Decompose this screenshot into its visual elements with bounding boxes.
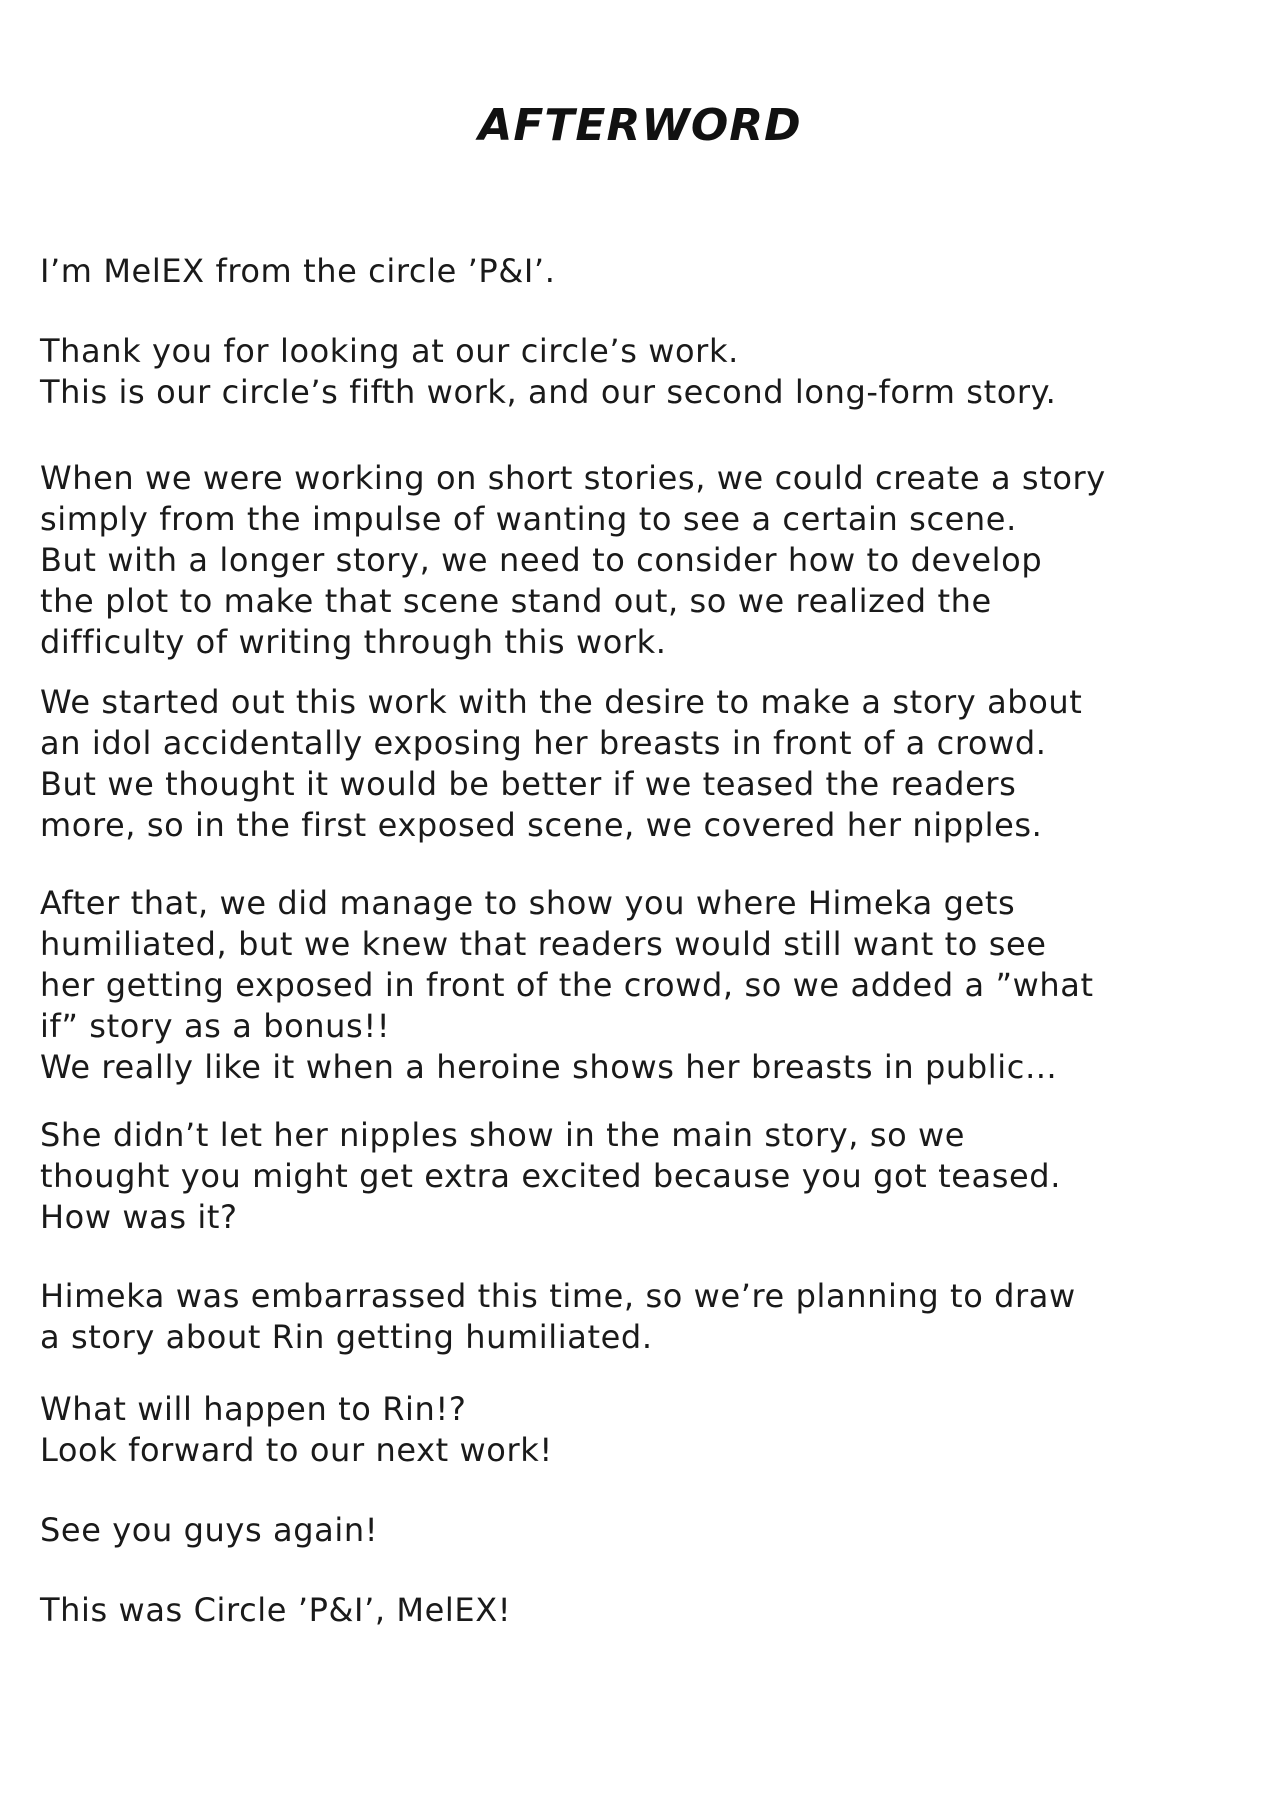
paragraph-thanks bbox=[40, 331, 1220, 413]
text-line: She didn’t let her nipples show in the main story, so we bbox=[40, 1116, 966, 1154]
paragraph-goodbye bbox=[40, 1510, 1220, 1551]
paragraph-main-story bbox=[40, 1115, 1220, 1238]
page-title: AFTERWORD bbox=[478, 100, 802, 151]
text-line: How was it? bbox=[40, 1198, 238, 1236]
paragraph-idol bbox=[40, 682, 1220, 846]
text-line: if” story as a bonus!! bbox=[40, 1007, 391, 1045]
text-line: thought you might get extra excited because you got teased. bbox=[40, 1157, 1061, 1195]
text-line: Look forward to our next work! bbox=[40, 1431, 553, 1469]
text-line: Thank you for looking at our circle’s work. bbox=[40, 332, 739, 370]
paragraph-intro bbox=[40, 251, 1220, 292]
text-line: When we were working on short stories, we could create a story bbox=[40, 459, 1106, 497]
text-line: What will happen to Rin!? bbox=[40, 1390, 467, 1428]
paragraph-next-plan bbox=[40, 1276, 1220, 1358]
text-line: Himeka was embarrassed this time, so we’re planning to draw bbox=[40, 1277, 1076, 1315]
paragraph-bonus bbox=[40, 883, 1220, 1088]
text-line: This is our circle’s fifth work, and our second long-form story. bbox=[40, 373, 1057, 411]
paragraph-rin bbox=[40, 1389, 1220, 1471]
text-line: I’m MelEX from the circle ’P&I’. bbox=[40, 252, 556, 290]
text-line: We started out this work with the desire to make a story about bbox=[40, 683, 1083, 721]
text-line: difficulty of writing through this work. bbox=[40, 623, 667, 661]
text-line: After that, we did manage to show you where Himeka gets bbox=[40, 884, 1016, 922]
text-line: But with a longer story, we need to consider how to develop bbox=[40, 541, 1043, 579]
paragraph-short-stories bbox=[40, 458, 1220, 663]
text-line: an idol accidentally exposing her breasts in front of a crowd. bbox=[40, 724, 1047, 762]
text-line: But we thought it would be better if we teased the readers bbox=[40, 765, 1017, 803]
text-line: the plot to make that scene stand out, so we realized the bbox=[40, 582, 992, 620]
text-line: This was Circle ’P&I’, MelEX! bbox=[40, 1591, 512, 1629]
text-line: humiliated, but we knew that readers would still want to see bbox=[40, 925, 1047, 963]
text-line: her getting exposed in front of the crowd, so we added a ”what bbox=[40, 966, 1094, 1004]
text-line: We really like it when a heroine shows her breasts in public… bbox=[40, 1048, 1058, 1086]
text-line: more, so in the first exposed scene, we covered her nipples. bbox=[40, 806, 1043, 844]
text-line: simply from the impulse of wanting to see a certain scene. bbox=[40, 500, 1017, 538]
text-line: See you guys again! bbox=[40, 1511, 379, 1549]
paragraph-signoff bbox=[40, 1590, 1220, 1631]
text-line: a story about Rin getting humiliated. bbox=[40, 1318, 653, 1356]
